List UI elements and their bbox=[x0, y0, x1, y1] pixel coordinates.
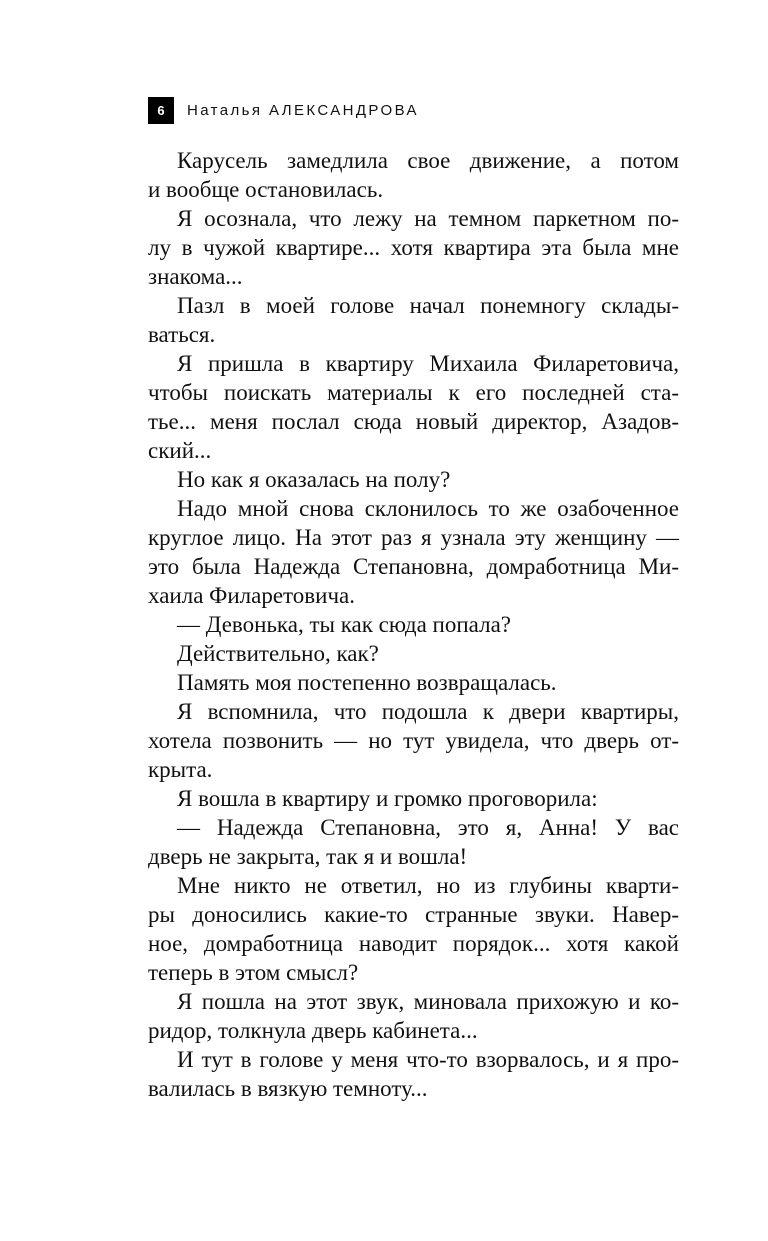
text-line: крыта. bbox=[148, 757, 213, 782]
paragraph bbox=[148, 349, 679, 465]
running-header bbox=[148, 96, 419, 124]
text-line: Я пошла на этот звук, миновала прихожую и ко- bbox=[177, 989, 679, 1014]
text-line: Я вошла в квартиру и громко проговорила: bbox=[177, 786, 598, 811]
text-line: круглое лицо. На этот раз я узнала эту женщину — bbox=[148, 525, 679, 550]
paragraph bbox=[148, 291, 679, 349]
author-first-name: Наталья bbox=[187, 101, 263, 119]
body-text bbox=[148, 146, 679, 1103]
text-line: Я осознала, что лежу на темном паркетном по- bbox=[177, 206, 679, 231]
text-line: ры доносились какие-то странные звуки. Навер- bbox=[148, 902, 679, 927]
paragraph bbox=[148, 697, 679, 784]
text-line: Но как я оказалась на полу? bbox=[177, 467, 451, 492]
text-line: дверь не закрыта, так я и вошла! bbox=[148, 844, 468, 869]
page-number: 6 bbox=[148, 97, 174, 124]
text-line: чтобы поискать материалы к его последней ста- bbox=[148, 380, 679, 405]
text-line: ридор, толкнула дверь кабинета... bbox=[148, 1018, 478, 1043]
paragraph bbox=[148, 494, 679, 610]
paragraph bbox=[148, 465, 679, 494]
text-line: — Девонька, ты как сюда попала? bbox=[177, 612, 511, 637]
text-line: ский... bbox=[148, 438, 212, 463]
author-name bbox=[187, 102, 419, 119]
text-line: Карусель замедлила свое движение, а потом bbox=[177, 148, 679, 173]
text-line: И тут в голове у меня что-то взорвалось, и я про- bbox=[177, 1047, 679, 1072]
paragraph bbox=[148, 668, 679, 697]
text-line: хотела позвонить — но тут увидела, что дверь от- bbox=[148, 728, 679, 753]
text-line: Действительно, как? bbox=[177, 641, 379, 666]
text-line: Надо мной снова склонилось то же озабоченное bbox=[177, 496, 679, 521]
paragraph bbox=[148, 987, 679, 1045]
author-surname: АЛЕКСАНДРОВА bbox=[268, 101, 419, 119]
text-line: и вообще остановилась. bbox=[148, 177, 384, 202]
text-line: Память моя постепенно возвращалась. bbox=[177, 670, 557, 695]
paragraph bbox=[148, 813, 679, 871]
text-line: лу в чужой квартире... хотя квартира эта была мне bbox=[148, 235, 679, 260]
text-line: Я вспомнила, что подошла к двери квартиры, bbox=[177, 699, 679, 724]
text-line: тье... меня послал сюда новый директор, Азадов- bbox=[148, 409, 679, 434]
text-line: знакома... bbox=[148, 264, 243, 289]
paragraph bbox=[148, 871, 679, 987]
paragraph bbox=[148, 146, 679, 204]
paragraph bbox=[148, 204, 679, 291]
text-line: это была Надежда Степановна, домработница Ми- bbox=[148, 554, 679, 579]
paragraph bbox=[148, 610, 679, 639]
text-line: Мне никто не ответил, но из глубины кварти- bbox=[177, 873, 679, 898]
paragraph bbox=[148, 1045, 679, 1103]
text-line: валилась в вязкую темноту... bbox=[148, 1076, 428, 1101]
text-line: ное, домработница наводит порядок... хотя какой bbox=[148, 931, 679, 956]
text-line: теперь в этом смысл? bbox=[148, 960, 359, 985]
paragraph bbox=[148, 784, 679, 813]
text-line: хаила Филаретовича. bbox=[148, 583, 355, 608]
paragraph bbox=[148, 639, 679, 668]
text-line: ваться. bbox=[148, 322, 216, 347]
text-line: Пазл в моей голове начал понемногу склады- bbox=[177, 293, 679, 318]
text-line: — Надежда Степановна, это я, Анна! У вас bbox=[177, 815, 679, 840]
text-line: Я пришла в квартиру Михаила Филаретовича, bbox=[177, 351, 679, 376]
